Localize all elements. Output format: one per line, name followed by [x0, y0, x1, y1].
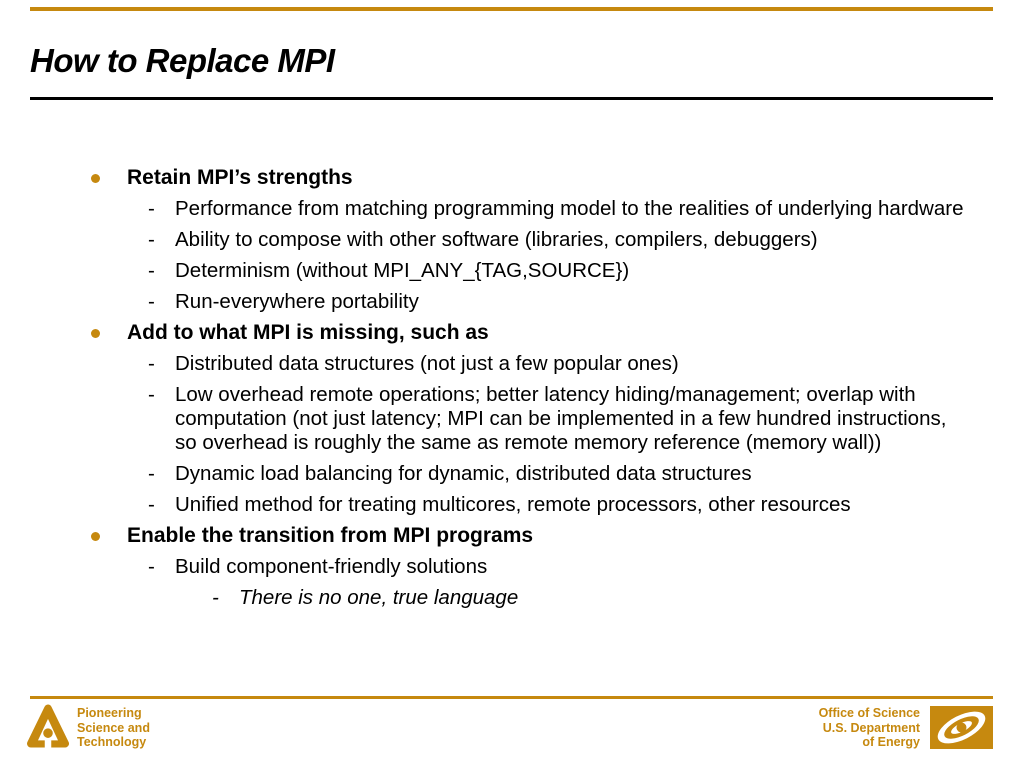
dash-marker: - [148, 493, 155, 516]
footer-rule [30, 696, 993, 699]
bullet-text: Performance from matching programming model to the realities of underlying hardware [175, 197, 964, 220]
bullet-item [148, 493, 965, 517]
dash-marker: - [148, 197, 155, 220]
title-underline [30, 97, 993, 100]
bullet-item [148, 259, 965, 283]
bullet-text: Low overhead remote operations; better latency hiding/management; overlap with computation (not just latency; MPI can be implemented in a few hundred instructions, so overhead is roughly the same as remote memory reference (memory wall)) [175, 383, 947, 454]
doe-label-line: U.S. Department [822, 720, 920, 735]
bullet-item [88, 321, 965, 345]
dash-marker: - [148, 352, 155, 375]
bullet-dot-icon [88, 524, 127, 541]
bullet-text: There is no one, true language [239, 586, 519, 609]
bullet-dot-icon [88, 321, 127, 338]
bullet-text: Ability to compose with other software (libraries, compilers, debuggers) [175, 228, 818, 251]
dash-marker: - [148, 555, 155, 578]
bullet-item [148, 290, 965, 314]
top-accent-bar [30, 7, 993, 11]
bullet-text: Add to what MPI is missing, such as [127, 321, 489, 344]
dash-marker: - [148, 259, 155, 282]
dash-marker: - [148, 290, 155, 313]
doe-swoosh-logo-icon [930, 706, 993, 749]
dash-marker: - [212, 586, 219, 609]
bullet-item [148, 383, 965, 455]
bullet-text: Build component-friendly solutions [175, 555, 488, 578]
bullet-text: Run-everywhere portability [175, 290, 419, 313]
tagline-line: Science and [77, 720, 150, 735]
tagline-line: Pioneering [77, 706, 142, 720]
bullet-item [148, 462, 965, 486]
bullet-item [148, 352, 965, 376]
dash-marker: - [148, 228, 155, 251]
footer-right-label [819, 706, 920, 750]
bullet-text: Retain MPI’s strengths [127, 166, 353, 189]
bullet-item [148, 197, 965, 221]
bullet-list [0, 166, 965, 610]
doe-label-line: of Energy [862, 735, 920, 749]
argonne-triangle-logo-icon [27, 703, 69, 750]
footer-left-tagline [77, 706, 150, 750]
dash-marker: - [148, 383, 155, 406]
bullet-dot-icon [88, 166, 127, 183]
doe-label-line: Office of Science [818, 706, 920, 720]
bullet-item [148, 228, 965, 252]
dash-marker: - [148, 462, 155, 485]
page-title: How to Replace MPI [30, 42, 335, 79]
bullet-item [88, 524, 965, 548]
bullet-item [148, 555, 965, 579]
bullet-item [212, 586, 965, 610]
tagline-line: Technology [77, 735, 147, 749]
bullet-text: Distributed data structures (not just a few popular ones) [175, 352, 679, 375]
bullet-text: Enable the transition from MPI programs [127, 524, 534, 547]
bullet-text: Unified method for treating multicores, remote processors, other resources [175, 493, 851, 516]
bullet-text: Determinism (without MPI_ANY_{TAG,SOURCE}) [175, 259, 630, 282]
bullet-item [88, 166, 965, 190]
bullet-text: Dynamic load balancing for dynamic, distributed data structures [175, 462, 752, 485]
